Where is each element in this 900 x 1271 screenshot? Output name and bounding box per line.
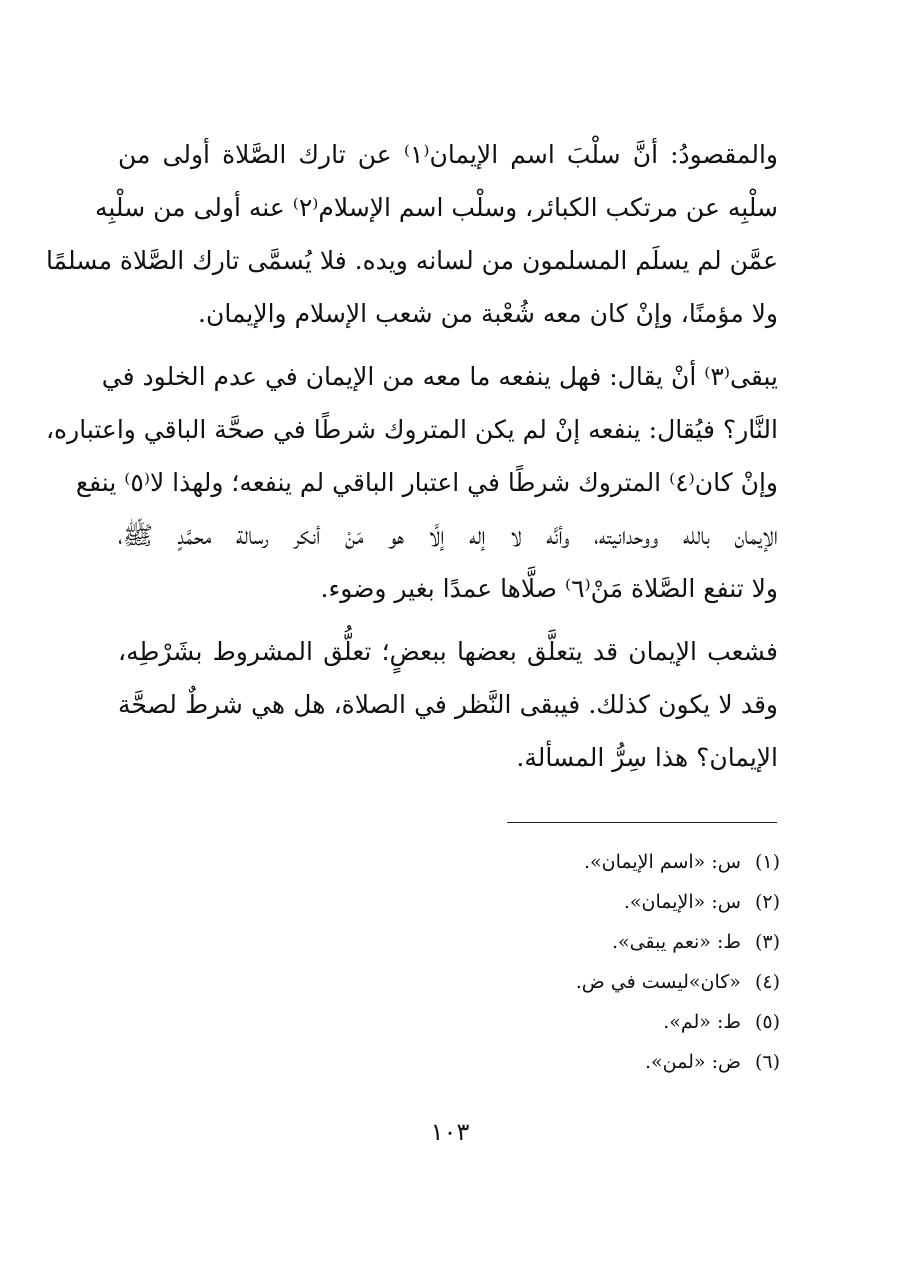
page-number: ١٠٣ [430, 1118, 470, 1146]
text-line: وقد لا يكون كذلك. فيبقى النَّظر في الصلاة، هل هي شرطٌ لصحَّة [118, 690, 778, 719]
text-line: وإنْ كان⁽٤⁾ المتروك شرطًا في اعتبار الباقي لم ينفعه؛ ولهذا لا⁽٥⁾ ينفع [75, 468, 778, 497]
text-line: ولا تنفع الصَّلاة مَنْ⁽٦⁾ صلَّاها عمدًا بغير وضوء. [320, 574, 778, 603]
text-line: ولا مؤمنًا، وإنْ كان معه شُعْبة من شعب الإسلام والإيمان. [198, 299, 778, 328]
footnote-text: ض: «لمن». [645, 1051, 741, 1073]
footnote-text: «كان»ليست في ض. [575, 971, 741, 993]
footnote-text: س: «اسم الإيمان». [584, 851, 741, 873]
footnote-separator [507, 822, 777, 823]
footnote-3 [360, 922, 780, 962]
text-line: سلْبِه عن مرتكب الكبائر، وسلْب اسم الإسلام⁽٢⁾ عنه أولى من سلْبِه [94, 193, 778, 222]
text-line: والمقصودُ: أنَّ سلْبَ اسم الإيمان⁽١⁾ عن تارك الصَّلاة أولى من [118, 140, 779, 169]
text-line: الإيمان؟ هذا سِرُّ المسألة. [516, 743, 778, 772]
footnote-text: ط: «نعم يبقى». [612, 931, 741, 953]
main-text [45, 128, 779, 794]
text-line: يبقى⁽٣⁾ أنْ يقال: فهل ينفعه ما معه من الإيمان في عدم الخلود في [101, 362, 778, 391]
footnote-6 [360, 1042, 780, 1082]
paragraph-1 [45, 128, 779, 340]
text-line: فشعب الإيمان قد يتعلَّق بعضها ببعضٍ؛ تعلُّق المشروط بشَرْطِه، [118, 637, 778, 666]
footnote-5 [360, 1002, 780, 1042]
text-line: الإيمان بالله ووحدانيته، وأنَّه لا إله إلَّا هو مَنْ أنكر رسالة محمَّدٍ ﷺ، [118, 521, 778, 550]
footnotes [360, 842, 780, 1082]
footnote-text: س: «الإيمان». [623, 891, 741, 913]
footnote-number: (٣) [754, 931, 780, 953]
footnote-1 [360, 842, 780, 882]
footnote-2 [360, 882, 780, 922]
paragraph-3 [118, 625, 778, 784]
footnote-text: ط: «لم». [663, 1011, 741, 1033]
footnote-number: (٤) [754, 971, 780, 993]
footnote-number: (٦) [754, 1051, 780, 1073]
paragraph-2 [45, 350, 778, 615]
footnote-4 [360, 962, 780, 1002]
text-line: النَّار؟ فيُقال: ينفعه إنْ لم يكن المتروك شرطًا في صحَّة الباقي واعتباره، [45, 415, 778, 444]
footnote-number: (٢) [754, 891, 780, 913]
text-line: عمَّن لم يسلَم المسلمون من لسانه ويده. فلا يُسمَّى تارك الصَّلاة مسلمًا [45, 246, 778, 275]
footnote-number: (٥) [754, 1011, 780, 1033]
footnote-number: (١) [754, 851, 780, 873]
